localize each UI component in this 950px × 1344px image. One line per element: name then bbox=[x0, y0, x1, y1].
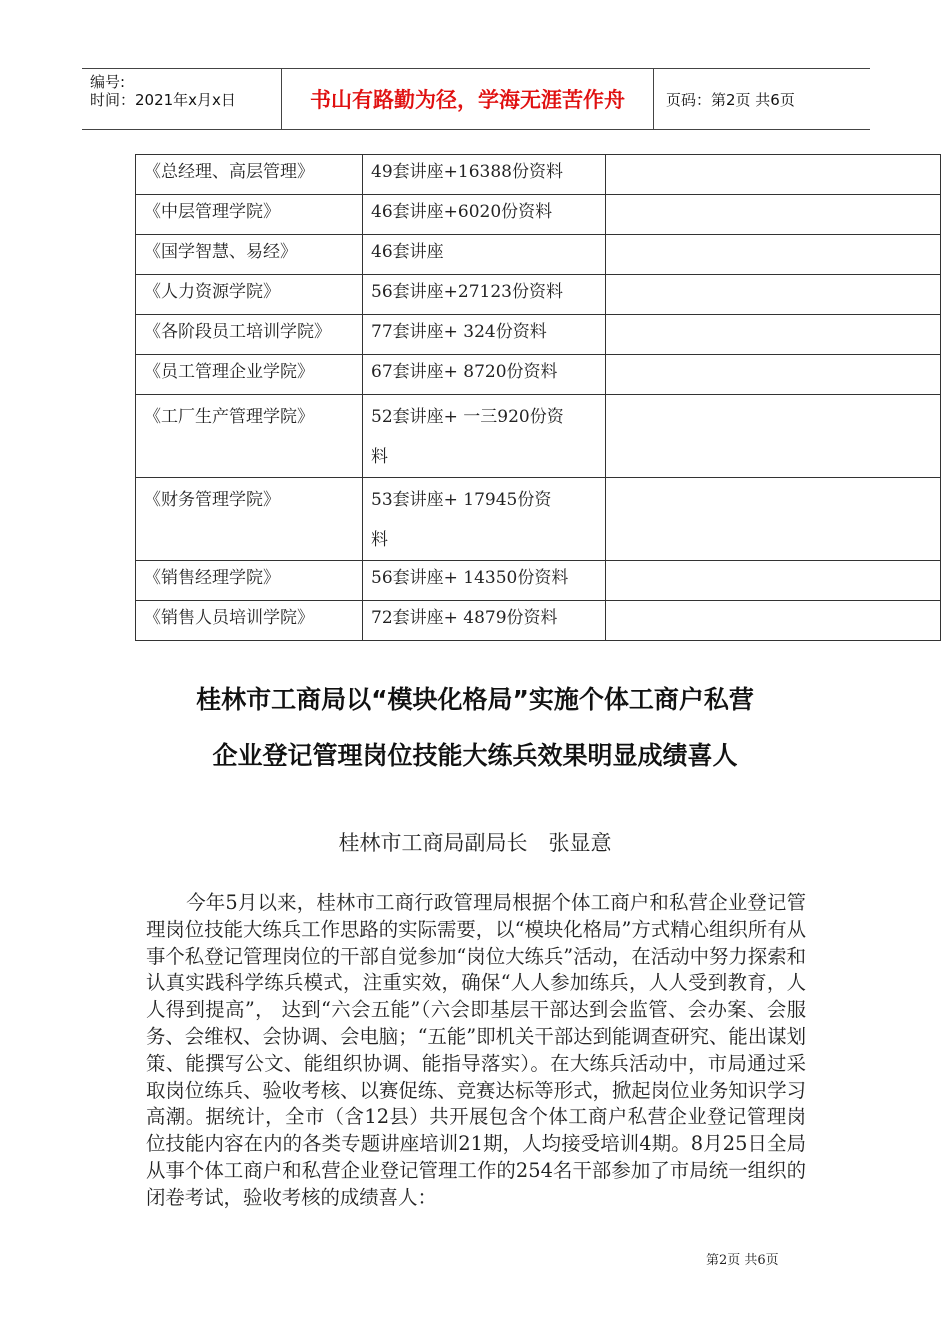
course-content-line2: 料 bbox=[371, 447, 388, 467]
article-body bbox=[146, 890, 806, 1212]
course-name: 《财务管理学院》 bbox=[136, 478, 363, 561]
course-extra bbox=[606, 601, 941, 641]
table-row bbox=[136, 235, 941, 275]
course-name: 《总经理、高层管理》 bbox=[136, 155, 363, 195]
course-extra bbox=[606, 561, 941, 601]
course-content: 56套讲座+ 14350份资料 bbox=[363, 561, 606, 601]
course-content: 72套讲座+ 4879份资料 bbox=[363, 601, 606, 641]
table-row bbox=[136, 195, 941, 235]
course-name: 《人力资源学院》 bbox=[136, 275, 363, 315]
course-content bbox=[363, 395, 606, 478]
course-extra bbox=[606, 195, 941, 235]
course-extra bbox=[606, 355, 941, 395]
article-author: 桂林市工商局副局长 张显意 bbox=[338, 831, 612, 855]
table-row bbox=[136, 155, 941, 195]
course-name: 《各阶段员工培训学院》 bbox=[136, 315, 363, 355]
course-content-line2: 料 bbox=[371, 530, 388, 550]
article-title bbox=[90, 672, 860, 784]
number-label: 编号: bbox=[90, 73, 126, 91]
table-row bbox=[136, 315, 941, 355]
course-name: 《销售经理学院》 bbox=[136, 561, 363, 601]
table-row bbox=[136, 355, 941, 395]
course-content: 56套讲座+27123份资料 bbox=[363, 275, 606, 315]
course-name: 《员工管理企业学院》 bbox=[136, 355, 363, 395]
article-paragraph: 今年5月以来，桂林市工商行政管理局根据个体工商户和私营企业登记管理岗位技能大练兵工作思路的实际需要，以“模块化格局”方式精心组织所有从事个私登记管理岗位的干部自觉参加“岗位大练兵”活动，在活动中努力探索和认真实践科学练兵模式，注重实效，确保“人人参加练兵，人人受到教育，人人得到提高”， 达到“六会五能”（六会即基层干部达到会监管、会办案、会服务、会维权、会协调、会电脑；“五能”即机关干部达到能调查研究、能出谋划策、能撰写公文、能组织协调、能指导落实）。在大练兵活动中，市局通过采取岗位练兵、验收考核、以赛促练、竞赛达标等形式，掀起岗位业务知识学习高潮。据统计，全市（含12县）共开展包含个体工商户私营企业登记管理岗位技能内容在内的各类专题讲座培训21期，人均接受培训4期。8月25日全局从事个体工商户和私营企业登记管理工作的254名干部参加了市局统一组织的闭卷考试，验收考核的成绩喜人： bbox=[146, 891, 806, 1209]
course-table bbox=[135, 154, 941, 641]
table-row bbox=[136, 395, 941, 478]
article-title-line2: 企业登记管理岗位技能大练兵效果明显成绩喜人 bbox=[212, 741, 738, 770]
header-page-number: 页码：第2页 共6页 bbox=[666, 90, 795, 109]
table-row bbox=[136, 561, 941, 601]
course-extra bbox=[606, 395, 941, 478]
table-row bbox=[136, 275, 941, 315]
course-name: 《销售人员培训学院》 bbox=[136, 601, 363, 641]
course-content-line1: 53套讲座+ 17945份资 bbox=[371, 490, 552, 510]
page-footer: 第2页 共6页 bbox=[706, 1253, 779, 1268]
course-extra bbox=[606, 315, 941, 355]
course-name: 《国学智慧、易经》 bbox=[136, 235, 363, 275]
header-motto: 书山有路勤为径，学海无涯苦作舟 bbox=[282, 69, 654, 129]
time-label: 时间：2021年x月x日 bbox=[90, 91, 236, 109]
course-extra bbox=[606, 235, 941, 275]
course-content: 46套讲座 bbox=[363, 235, 606, 275]
table-row bbox=[136, 601, 941, 641]
header-meta bbox=[82, 69, 282, 129]
course-extra bbox=[606, 155, 941, 195]
course-content-line1: 52套讲座+ 一三920份资 bbox=[371, 407, 564, 427]
course-content: 49套讲座+16388份资料 bbox=[363, 155, 606, 195]
course-content: 46套讲座+6020份资料 bbox=[363, 195, 606, 235]
course-content bbox=[363, 478, 606, 561]
course-extra bbox=[606, 478, 941, 561]
course-name: 《中层管理学院》 bbox=[136, 195, 363, 235]
course-extra bbox=[606, 275, 941, 315]
page-header bbox=[82, 68, 870, 130]
article-title-line1: 桂林市工商局以“模块化格局”实施个体工商户私营 bbox=[196, 685, 754, 714]
course-content: 77套讲座+ 324份资料 bbox=[363, 315, 606, 355]
table-row bbox=[136, 478, 941, 561]
course-name: 《工厂生产管理学院》 bbox=[136, 395, 363, 478]
course-content: 67套讲座+ 8720份资料 bbox=[363, 355, 606, 395]
